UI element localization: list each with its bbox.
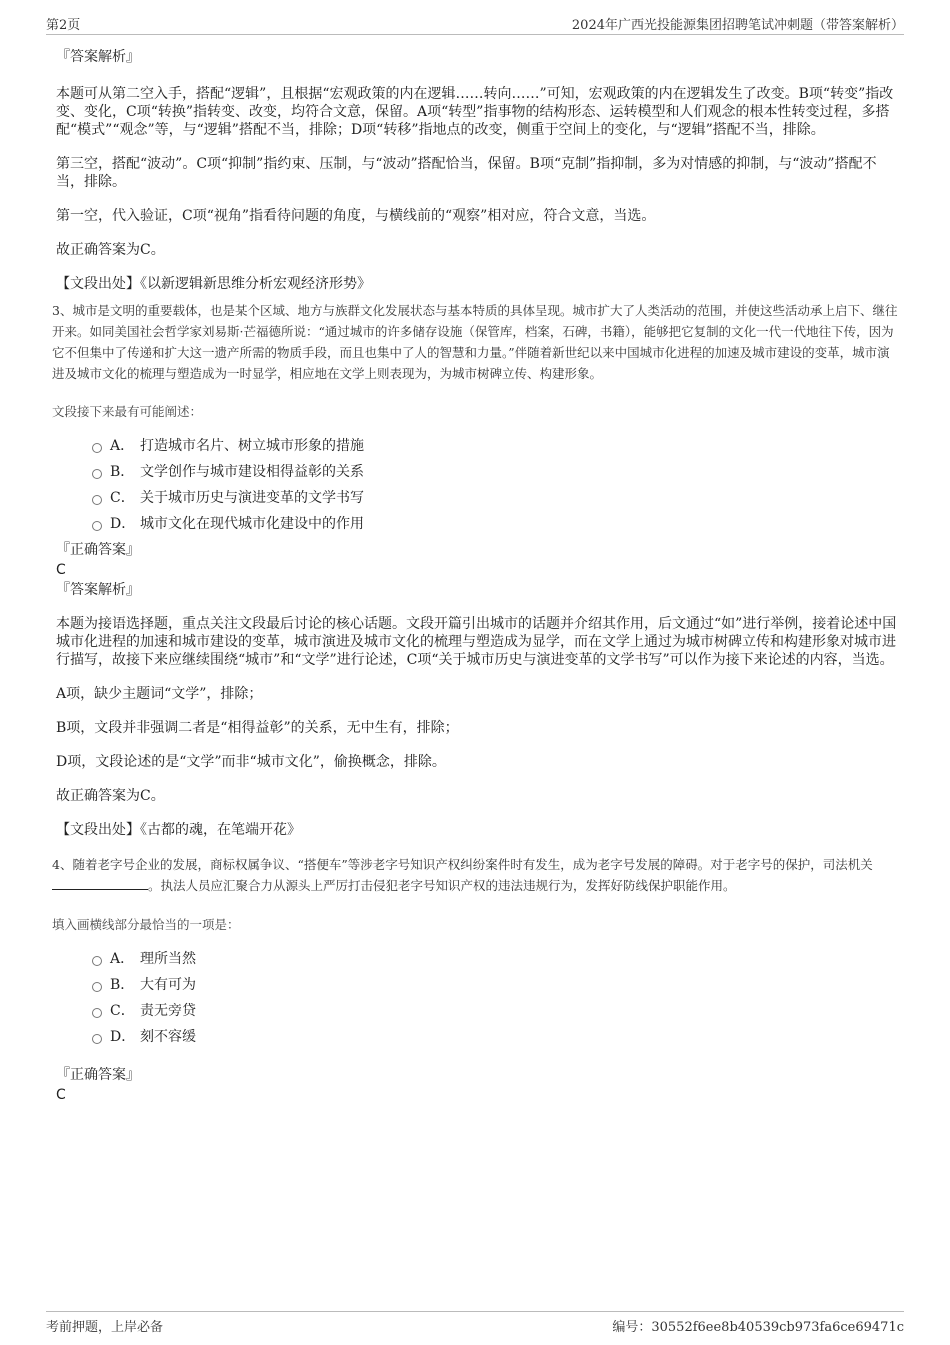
source: 【文段出处】《以新逻辑新思维分析宏观经济形势》 — [56, 276, 371, 292]
page-header — [46, 12, 904, 35]
analysis-paragraph: 第三空，搭配“波动”。C项“抑制”指约束、压制，与“波动”搭配恰当，保留。B项“克制”指抑制，多为对情感的抑制，与“波动”搭配不当，排除。 — [56, 156, 877, 190]
question-text: 4、随着老字号企业的发展，商标权属争议、“搭便车”等涉老字号知识产权纠纷案件时有发生，成为老字号发展的障碍。对于老字号的保护，司法机关 。执法人员应汇聚合力从源头上严厉打击侵犯老字号知识产权的违法违规行为，发挥好防线保护职能作用。 — [52, 857, 873, 893]
main-content — [52, 40, 898, 1104]
conclusion: 故正确答案为C。 — [56, 788, 165, 804]
option-b[interactable]: B． 大有可为 — [92, 972, 898, 998]
correct-answer-label: 『正确答案』 — [56, 1067, 140, 1083]
analysis-paragraph: 本题可从第二空入手，搭配“逻辑”，且根据“宏观政策的内在逻辑……转向……”可知，宏观政策的内在逻辑发生了改变。B项“转变”指改变、变化，C项“转换”指转变、改变，均符合文意，保留。A项“转型”指事物的结构形态、运转模型和人们观念的根本性转变过程，多搭配“模式”“观念”等，与“逻辑”搭配不当，排除；D项“转移”指地点的改变，侧重于空间上的变化，与“逻辑”搭配不当，排除。 — [56, 86, 894, 138]
question-4 — [52, 854, 898, 1050]
radio-icon[interactable] — [92, 469, 102, 479]
question-3 — [52, 300, 898, 537]
question-text: 3、城市是文明的重要载体，也是某个区域、地方与族群文化发展状态与基本特质的具体呈现。城市扩大了人类活动的范围，并使这些活动承上启下、继往开来。如同美国社会哲学家刘易斯·芒福德所说：“通过城市的许多储存设施（保管库，档案，石碑，书籍），能够把它复制的文化一代一代地往下传，因为它不但集中了传递和扩大这一遗产所需的物质手段，而且也集中了人的智慧和力量。”伴随着新世纪以来中国城市化进程的加速及城市建设的变革，城市演进及城市文化的梳理与塑造成为一时显学，相应地在文学上则表现为，为城市树碑立传、构建形象。 — [52, 303, 898, 381]
option-list — [52, 433, 898, 537]
conclusion: 故正确答案为C。 — [56, 242, 165, 258]
fill-blank — [52, 877, 148, 890]
radio-icon[interactable] — [92, 521, 102, 531]
footer-slogan: 考前押题，上岸必备 — [46, 1320, 164, 1335]
radio-icon[interactable] — [92, 443, 102, 453]
option-c[interactable]: C． 责无旁贷 — [92, 998, 898, 1024]
question-prompt: 文段接下来最有可能阐述： — [52, 404, 203, 419]
option-c[interactable]: C． 关于城市历史与演进变革的文学书写 — [92, 485, 898, 511]
option-d[interactable]: D． 刻不容缓 — [92, 1024, 898, 1050]
page-footer — [46, 1311, 904, 1336]
analysis-paragraph: B项，文段并非强调二者是“相得益彰”的关系，无中生有，排除； — [56, 720, 459, 736]
question-prompt: 填入画横线部分最恰当的一项是： — [52, 917, 240, 932]
radio-icon[interactable] — [92, 1034, 102, 1044]
document-code: 编号：30552f6ee8b40539cb973fa6ce69471c — [612, 1320, 904, 1335]
document-title: 2024年广西光投能源集团招聘笔试冲刺题（带答案解析） — [571, 18, 904, 33]
analysis-paragraph: D项，文段论述的是“文学”而非“城市文化”，偷换概念，排除。 — [56, 754, 446, 770]
radio-icon[interactable] — [92, 1008, 102, 1018]
radio-icon[interactable] — [92, 982, 102, 992]
analysis-paragraph: 第一空，代入验证，C项“视角”指看待问题的角度，与横线前的“观察”相对应，符合文意，当选。 — [56, 208, 656, 224]
option-b[interactable]: B． 文学创作与城市建设相得益彰的关系 — [92, 459, 898, 485]
analysis-label: 『答案解析』 — [56, 49, 140, 65]
analysis-paragraph: 本题为接语选择题，重点关注文段最后讨论的核心话题。文段开篇引出城市的话题并介绍其作用，后文通过“如”进行举例，接着论述中国城市化进程的加速和城市建设的变革，城市演进及城市文化的梳理与塑造成为显学，而在文学上通过为城市树碑立传和构建形象对城市进行描写，故接下来应继续围绕“城市”和“文学”进行论述，C项“关于城市历史与演进变革的文学书写”可以作为接下来论述的内容，当选。 — [56, 616, 897, 668]
option-d[interactable]: D． 城市文化在现代城市化建设中的作用 — [92, 511, 898, 537]
correct-answer: C — [56, 1087, 66, 1103]
analysis-label: 『答案解析』 — [56, 582, 140, 598]
source: 【文段出处】《古都的魂，在笔端开花》 — [56, 822, 301, 838]
radio-icon[interactable] — [92, 956, 102, 966]
option-list — [52, 946, 898, 1050]
radio-icon[interactable] — [92, 495, 102, 505]
page-number: 第2页 — [46, 18, 81, 33]
correct-answer: C — [56, 562, 66, 578]
correct-answer-label: 『正确答案』 — [56, 542, 140, 558]
option-a[interactable]: A． 理所当然 — [92, 946, 898, 972]
analysis-paragraph: A项，缺少主题词“文学”，排除； — [56, 686, 263, 702]
option-a[interactable]: A． 打造城市名片、树立城市形象的措施 — [92, 433, 898, 459]
